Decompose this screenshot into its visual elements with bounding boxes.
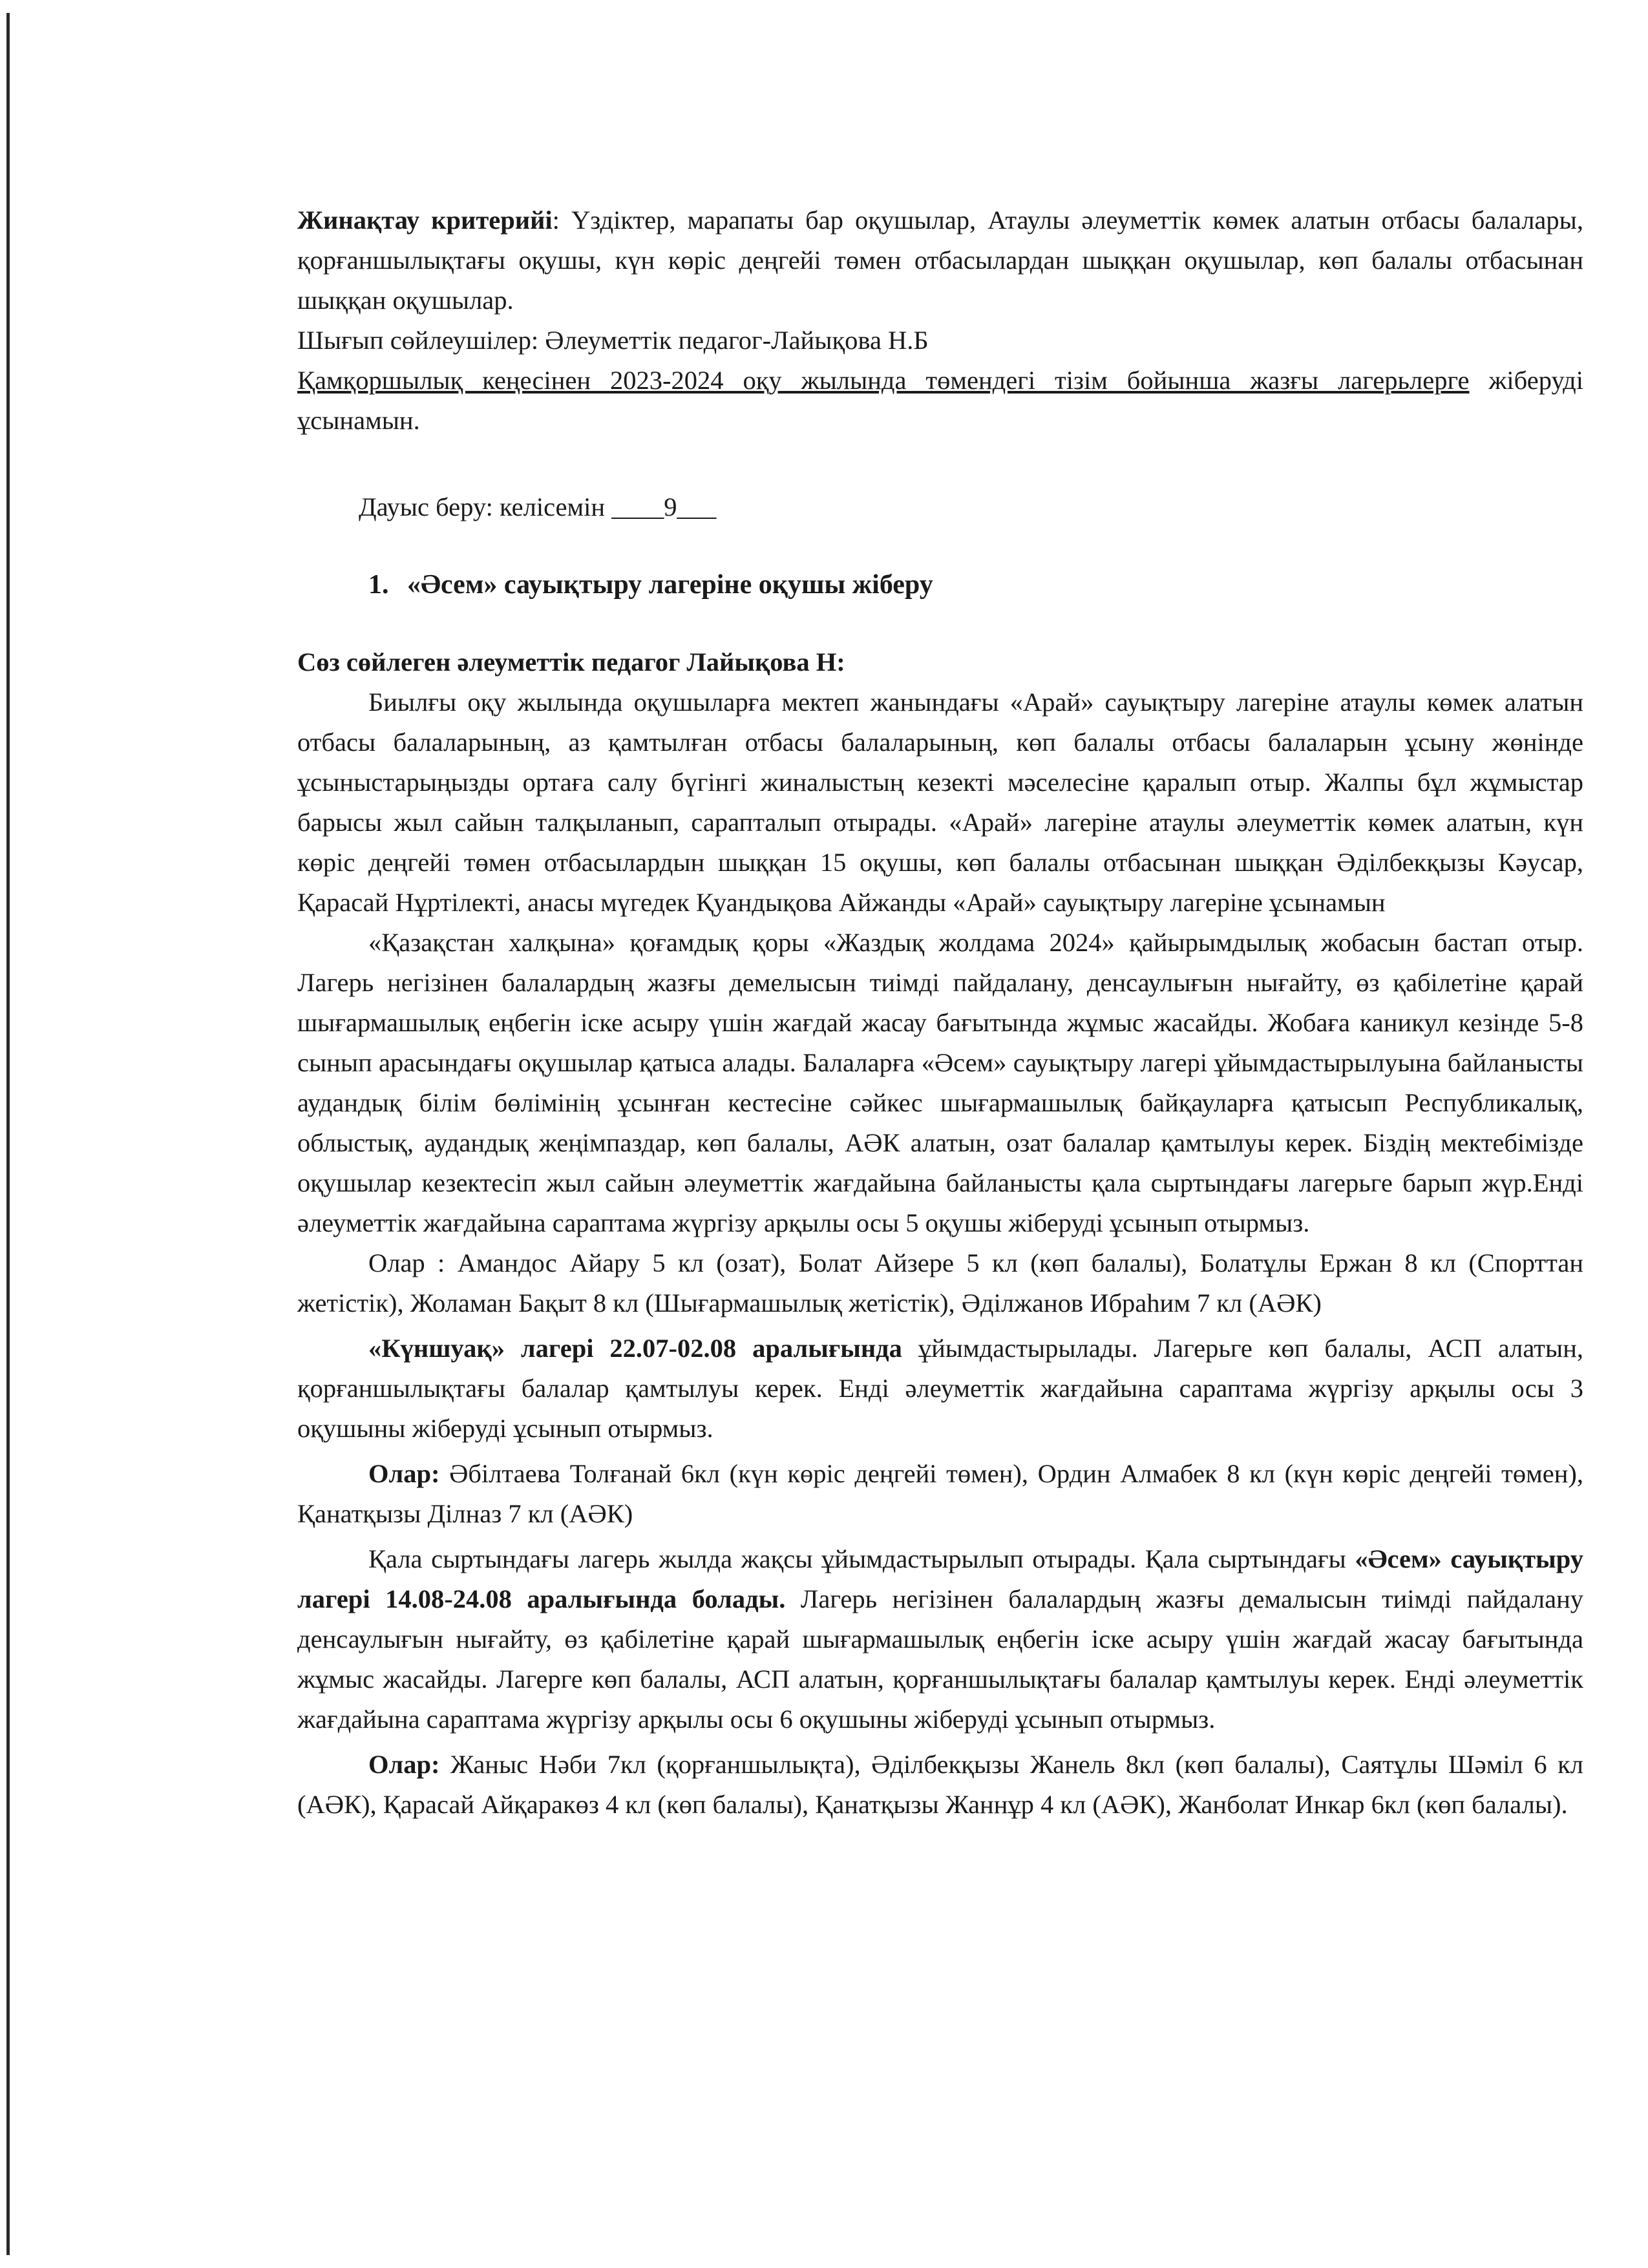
section-heading (297, 565, 1583, 605)
paragraph-6 (297, 1539, 1583, 1739)
proposal-underlined: Қамқоршылық кеңесінен 2023-2024 оқу жылында төмендегі тізім бойынша жазғы лагерьлерге (297, 366, 1470, 395)
speaker-title: Сөз сөйлеген әлеуметтік педагог Лайықова Н: (297, 647, 845, 677)
paragraph-5-bold: Олар: (368, 1459, 440, 1488)
criteria-text: : Үздіктер, марапаты бар оқушылар, Атаулы әлеуметтік көмек алатын отбасы балалары, қорғаншылықтағы оқушы, күн көріс деңгейі төмен отбасылардан шыққан оқушылар, көп балалы отбасынан шыққан оқушылар. (297, 205, 1583, 315)
criteria-paragraph (297, 200, 1583, 320)
paragraph-4 (297, 1328, 1583, 1449)
section-title: «Әсем» сауықтыру лагеріне оқушы жіберу (407, 570, 933, 600)
paragraph-6-start: Қала сыртындағы лагерь жылда жақсы ұйымдастырылып отырады. Қала сыртындағы (368, 1544, 1355, 1573)
proposal-paragraph (297, 361, 1583, 441)
paragraph-5-rest: Әбілтаева Толғанай 6кл (күн көріс деңгейі төмен), Ордин Алмабек 8 кл (күн көріс деңгейі төмен), Қанатқызы Ділназ 7 кл (АӘК) (297, 1459, 1583, 1528)
paragraph-5 (297, 1454, 1583, 1534)
paragraph-4-bold: «Күншуақ» лагері 22.07-02.08 аралығында (368, 1334, 902, 1363)
scan-left-edge (6, 13, 10, 2255)
paragraph-2: «Қазақстан халқына» қоғамдық қоры «Жаздық жолдама 2024» қайырымдылық жобасын бастап отыр. Лагерь негізінен балалардың жазғы демелысын тиімді пайдалану, денсаулығын нығайту, өз қабілетіне қарай шығармашылық еңбегін іске асыру үшін жағдай жасау бағытында жұмыс жасайды. Жобаға каникул кезінде 5-8 сынып арасындағы оқушылар қатыса алады. Балаларға «Әсем» сауықтыру лагері ұйымдастырылуына байланысты аудандық білім бөлімінің ұсынған кестесіне сәйкес шығармашылық байқауларға қатысып Республикалық, облыстық, аудандық жеңімпаздар, көп балалы, АӘК алатын, озат балалар қамтылуы керек. Біздің мектебімізде оқушылар кезектесіп жыл сайын әлеуметтік жағдайына байланысты қала сыртындағы лагерьге барып жүр.Енді әлеуметтік жағдайына сараптама жүргізу арқылы осы 5 оқушы жіберуді ұсынып отырмыз. (297, 928, 1583, 1237)
paragraph-7-bold: Олар: (368, 1750, 440, 1779)
proposal-rest: жіберуді ұсынамын. (297, 366, 1584, 435)
criteria-label: Жинақтау критерийі (297, 205, 553, 235)
document-page (297, 200, 1583, 1825)
vote-label: Дауыс беру: келісемін (359, 492, 612, 521)
paragraph-7 (297, 1745, 1583, 1825)
paragraph-1: Биылғы оқу жылында оқушыларға мектеп жанындағы «Арай» сауықтыру лагеріне атаулы көмек алатын отбасы балаларының, аз қамтылған отбасы балаларының, көп балалы отбасы балаларын ұсыну жөнінде ұсыныстарыңызды ортаға салу бүгінгі жиналыстың кезекті мәселесіне қаралып отыр. Жалпы бұл жұмыстар барысы жыл сайын талқыланып, сарапталып отырады. «Арай» лагеріне атаулы әлеуметтік көмек алатын, күн көріс деңгейі төмен отбасылардын шыққан 15 оқушы, көп балалы отбасынан шыққан Әділбекқызы Кәусар, Қарасай Нұртілекті, анасы мүгедек Қуандықова Айжанды «Арай» сауықтыру лагеріне ұсынамын (297, 688, 1583, 917)
section-number: 1. (368, 570, 389, 600)
speakers-line: Шығып сөйлеушілер: Әлеуметтік педагог-Лайықова Н.Б (297, 326, 929, 355)
paragraph-6-bold: «Әсем» сауықтыру лагері 14.08-24.08 аралығында болады. (297, 1544, 1583, 1613)
vote-line (297, 487, 1583, 527)
paragraph-3: Олар : Амандос Айару 5 кл (озат), Болат Айзере 5 кл (көп балалы), Болатұлы Ержан 8 кл (Спорттан жетістік), Жоламан Бақыт 8 кл (Шығармашылық жетістік), Әділжанов Ибраһим 7 кл (АӘК) (297, 1248, 1583, 1318)
vote-value: ____9___ (611, 492, 717, 521)
paragraph-7-rest: Жаныс Нәби 7кл (қорғаншылықта), Әділбекқызы Жанель 8кл (көп балалы), Саятұлы Шәміл 6 кл (АӘК), Қарасай Айқаракөз 4 кл (көп балалы), Қанатқызы Жаннұр 4 кл (АӘК), Жанболат Инкар 6кл (көп балалы). (297, 1750, 1583, 1819)
paragraph-4-rest: ұйымдастырылады. Лагерьге көп балалы, АСП алатын, қорғаншылықтағы балалар қамтылуы керек. Енді әлеуметтік жағдайына сараптама жүргізу арқылы осы 3 оқушыны жіберуді ұсынып отырмыз. (297, 1334, 1583, 1443)
paragraph-6-rest: Лагерь негізінен балалардың жазғы демалысын тиімді пайдалану денсаулығын нығайту, өз қабілетіне қарай шығармашылық еңбегін іске асыру үшін жағдай жасау бағытында жұмыс жасайды. Лагерге көп балалы, АСП алатын, қорғаншылықтағы балалар қамтылуы керек. Енді әлеуметтік жағдайына сараптама жүргізу арқылы осы 6 оқушыны жіберуді ұсынып отырмыз. (297, 1584, 1583, 1734)
